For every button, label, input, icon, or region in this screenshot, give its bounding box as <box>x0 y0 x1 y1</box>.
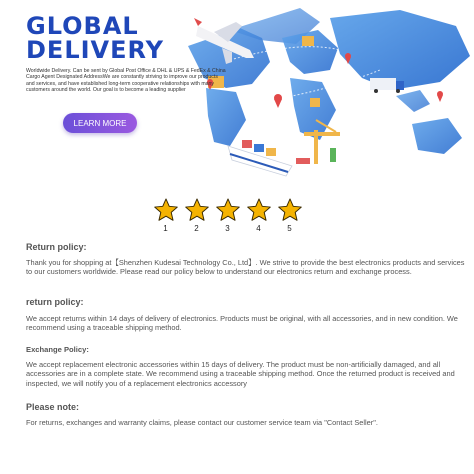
return-policy-section <box>26 242 470 277</box>
star-icon <box>184 197 210 223</box>
rating-number: 2 <box>194 224 199 233</box>
rating-number: 1 <box>163 224 168 233</box>
section-heading: Return policy: <box>26 242 87 252</box>
rating-number: 5 <box>287 224 292 233</box>
banner-title-line-2: DELIVERY <box>26 36 165 64</box>
section-heading: Please note: <box>26 402 80 412</box>
banner-title <box>26 14 164 62</box>
section-heading: Exchange Policy: <box>26 345 89 354</box>
star-icon <box>277 197 303 223</box>
section-text: We accept returns within 14 days of delivery of electronics. Products must be original, with all accessories, and in new condition. We recommend using a traceable shipping method. <box>26 314 458 333</box>
section-text: For returns, exchanges and warranty claims, please contact our customer service team via "Contact Seller". <box>26 418 378 427</box>
rating-option-3[interactable] <box>212 197 243 233</box>
star-icon <box>153 197 179 223</box>
rating-option-1[interactable] <box>150 197 181 233</box>
please-note-section <box>26 402 470 427</box>
rating-number: 4 <box>256 224 261 233</box>
rating-option-4[interactable] <box>243 197 274 233</box>
star-icon <box>215 197 241 223</box>
rating-option-2[interactable] <box>181 197 212 233</box>
global-delivery-banner <box>0 0 474 188</box>
exchange-policy-section <box>26 345 470 388</box>
rating-number: 3 <box>225 224 230 233</box>
star-icon <box>246 197 272 223</box>
section-heading: return policy: <box>26 297 84 307</box>
learn-more-button[interactable]: LEARN MORE <box>63 113 137 133</box>
star-rating-row <box>150 197 305 233</box>
return-policy-details-section <box>26 297 470 333</box>
banner-description: Worldwide Delivery. Can be sent by Global Post Office & DHL & UPS & FedEx & China Cargo Agent Designated AddressWe are constantly striving to improve our products and services, and have established long-term cooperative relationships with many customers around the world. Our goal is to become a leading supplier <box>26 68 226 94</box>
banner-title-line-1: GLOBAL <box>26 12 139 40</box>
section-text: We accept replacement electronic accessories within 15 days of delivery. The product must be non-artificially damaged, and all accessories are in a complete state. We recommend using a traceable shipping method. Once the returned product is received and inspected, we will notify you of a replacement electronics accessory <box>26 360 455 388</box>
section-text: Thank you for shopping at【Shenzhen Kudesai Technology Co., Ltd】. We strive to provide the best electronics products and services to our customers worldwide. Please read our policy below to understand our electronics return and exchange process. <box>26 258 465 277</box>
rating-option-5[interactable] <box>274 197 305 233</box>
